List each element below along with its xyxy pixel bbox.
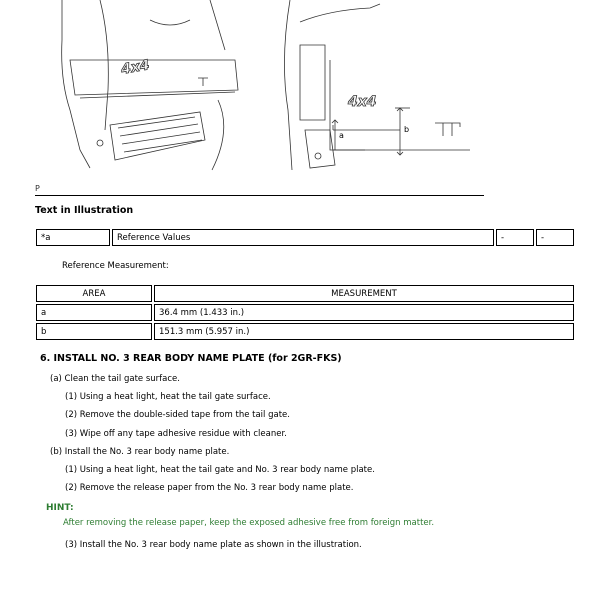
measurement-cell: 151.3 mm (5.957 in.): [154, 323, 574, 340]
step-a1: (1) Using a heat light, heat the tail gate surface.: [65, 392, 271, 402]
step-a: (a) Clean the tail gate surface.: [50, 374, 180, 384]
table-header-row: [36, 285, 574, 302]
blank-cell: -: [496, 229, 534, 246]
reference-measurement-table: [34, 283, 576, 342]
table-row: [36, 304, 574, 321]
figure-divider: [35, 195, 484, 196]
reference-measurement-title: Reference Measurement:: [62, 261, 169, 271]
table-row: [36, 229, 574, 246]
step-b2: (2) Remove the release paper from the No. 3 rear body name plate.: [65, 483, 354, 493]
measurement-cell: 36.4 mm (1.433 in.): [154, 304, 574, 321]
badge-left: 4x4: [119, 57, 151, 78]
dimension-label-a: a: [339, 131, 344, 140]
area-cell: b: [36, 323, 152, 340]
step-a2: (2) Remove the double-sided tape from the tail gate.: [65, 410, 290, 420]
text-in-illustration-table: [34, 227, 576, 248]
step-b: (b) Install the No. 3 rear body name plate.: [50, 447, 230, 457]
value-cell: Reference Values: [112, 229, 494, 246]
figure-code: P: [35, 184, 40, 193]
badge-right: 4x4: [348, 94, 377, 110]
area-cell: a: [36, 304, 152, 321]
header-area: AREA: [36, 285, 152, 302]
step-b1: (1) Using a heat light, heat the tail gate and No. 3 rear body name plate.: [65, 465, 375, 475]
table-row: [36, 323, 574, 340]
step-b3: (3) Install the No. 3 rear body name plate as shown in the illustration.: [65, 540, 362, 550]
blank-cell: -: [536, 229, 574, 246]
hint-text: After removing the release paper, keep the exposed adhesive free from foreign matter.: [63, 518, 435, 528]
key-cell: *a: [36, 229, 110, 246]
hint-label: HINT:: [46, 503, 74, 513]
procedure-heading: 6. INSTALL NO. 3 REAR BODY NAME PLATE (for 2GR-FKS): [40, 353, 342, 364]
step-a3: (3) Wipe off any tape adhesive residue with cleaner.: [65, 429, 287, 439]
installation-illustration: [0, 0, 608, 182]
text-in-illustration-title: Text in Illustration: [35, 205, 134, 216]
dimension-label-b: b: [404, 125, 410, 134]
header-measurement: MEASUREMENT: [154, 285, 574, 302]
